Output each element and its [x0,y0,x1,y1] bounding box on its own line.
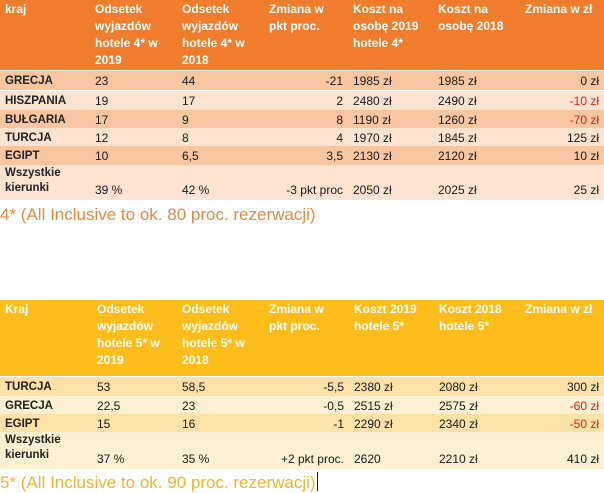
table5-value-cell: -0,5 [323,399,344,413]
table4-header-cell: Odsetek wyjazdów hotele 4* w 2019 [95,2,158,67]
table5-header-row [0,300,604,376]
caption-5-star-text: 5* (All Inclusive to ok. 90 proc. rezerwacji) [0,473,316,492]
table4-country-cell: BUŁGARIA [5,114,66,126]
table5-table-row [0,396,604,414]
table5-value-cell: 2515 zł [354,399,393,413]
table4-table-row [0,146,604,165]
table4-table-row [0,91,604,110]
table4-value-cell: 42 % [182,183,210,197]
table5-table-row [0,432,604,469]
table4-country-cell: GRECJA [5,75,53,87]
table5-value-cell: 16 [182,417,196,431]
table5-table-row [0,377,604,396]
table5-value-cell: -1 [333,417,344,431]
table5-value-cell: 2380 zł [354,380,393,394]
caption-4-star-text: 4* (All Inclusive to ok. 80 proc. rezerwacji) [0,205,316,224]
table5-value-cell: -5,5 [323,380,344,394]
table5-value-cell: 22,5 [97,399,121,413]
table5-value-cell: 2340 zł [439,417,478,431]
table5-value-cell: 2210 zł [439,452,478,466]
table4-header-cell: kraj [5,2,27,16]
table4-value-cell: 3,5 [326,149,343,163]
table5-country-cell: Wszystkie kierunki [5,434,61,461]
table4-value-cell: 2050 zł [353,183,392,197]
table4-value-cell: 2130 zł [353,149,392,163]
table4-value-cell: 2480 zł [353,94,392,108]
table4-country-cell: TURCJA [5,132,52,144]
table4-country-cell: HISZPANIA [5,95,67,107]
table4-value-cell: 1190 zł [353,113,391,127]
table4-value-cell: 8 [336,113,343,127]
table4-value-cell: 2490 zł [438,94,477,108]
table5-value-cell: 2575 zł [439,399,478,413]
table5-value-cell: 37 % [97,452,125,466]
table4-value-cell: 0 zł [580,74,599,88]
table4-value-cell: -3 pkt proc [286,183,343,197]
table4-value-cell: 17 [182,94,196,108]
table5-header-cell: Zmiana w pkt proc. [269,302,324,333]
table4-value-cell: -21 [325,74,343,88]
table4-value-cell: 39 % [95,183,123,197]
table4-value-cell: 1845 zł [438,131,477,145]
table4-table-row [0,165,604,200]
caption-4-star [0,205,316,225]
table4-value-cell: 4 [336,131,343,145]
table4-header-cell: Zmiana w zł [525,2,593,16]
table4-value-cell: 125 zł [566,131,599,145]
table5-header-cell: Koszt 2018 hotele 5* [439,302,502,333]
table5-header-cell: Odsetek wyjazdów hotele 5* w 2019 [97,302,160,367]
table4-value-cell: 1985 zł [438,74,477,88]
table4-value-cell: 1260 zł [438,113,477,127]
table4-value-cell: 1970 zł [353,131,392,145]
table4-value-cell: 8 [182,131,189,145]
table5-value-cell: +2 pkt proc. [280,452,344,466]
table4-header-cell: Odsetek wyjazdów hotele 4* w 2018 [182,2,245,67]
table4-value-cell: 12 [95,131,109,145]
table5-country-cell: TURCJA [5,381,52,393]
table5-country-cell: GRECJA [5,400,53,412]
table5-value-cell: 23 [182,399,196,413]
table5-header-cell: Zmiana w zł [525,302,593,316]
table5-header-cell: Kraj [5,302,29,316]
table4-table-row [0,128,604,146]
table4-value-cell: -10 zł [569,94,599,108]
table5-value-cell: -50 zł [569,417,599,431]
table4-table-row [0,71,604,90]
table5-header-cell: Odsetek wyjazdów hotele 5* w 2018 [182,302,245,367]
table4-value-cell: 2025 zł [438,183,477,197]
table4-table-row [0,110,604,128]
table4-header-cell: Koszt na osobę 2018 [438,2,504,33]
table4-value-cell: 25 zł [573,183,599,197]
table4-value-cell: 1985 zł [353,74,392,88]
table5-country-cell: EGIPT [5,418,40,430]
table4-value-cell: 19 [95,94,109,108]
table4-header-row [0,0,604,70]
table4-value-cell: -70 zł [569,113,599,127]
table4-value-cell: 23 [95,74,109,88]
table4-value-cell: 44 [182,74,196,88]
table5-header-cell: Koszt 2019 hotele 5* [354,302,417,333]
table5-value-cell: 35 % [182,452,210,466]
table4-value-cell: 10 zł [573,149,599,163]
table4-header-cell: Koszt na osobę 2019 hotele 4* [353,2,419,50]
table5-value-cell: 53 [97,380,111,394]
table4-value-cell: 17 [95,113,109,127]
caption-5-star [0,472,318,493]
table5-value-cell: 410 zł [566,452,599,466]
table5-value-cell: 2080 zł [439,380,478,394]
table4-value-cell: 6,5 [182,149,199,163]
table5-table-row [0,414,604,432]
table5-value-cell: 2620 [354,452,381,466]
table4-value-cell: 10 [95,149,109,163]
table4-value-cell: 9 [182,113,189,127]
table5-value-cell: 15 [97,417,111,431]
table5-value-cell: 2290 zł [354,417,393,431]
text-cursor [317,472,318,491]
table5-value-cell: 58,5 [182,380,206,394]
table4-country-cell: Wszystkie kierunki [5,167,61,194]
table4-header-cell: Zmiana w pkt proc. [269,2,324,33]
table4-value-cell: 2 [336,94,343,108]
table5-value-cell: -60 zł [569,399,599,413]
table4-value-cell: 2120 zł [438,149,477,163]
table4-country-cell: EGIPT [5,150,40,162]
table5-value-cell: 300 zł [566,380,599,394]
